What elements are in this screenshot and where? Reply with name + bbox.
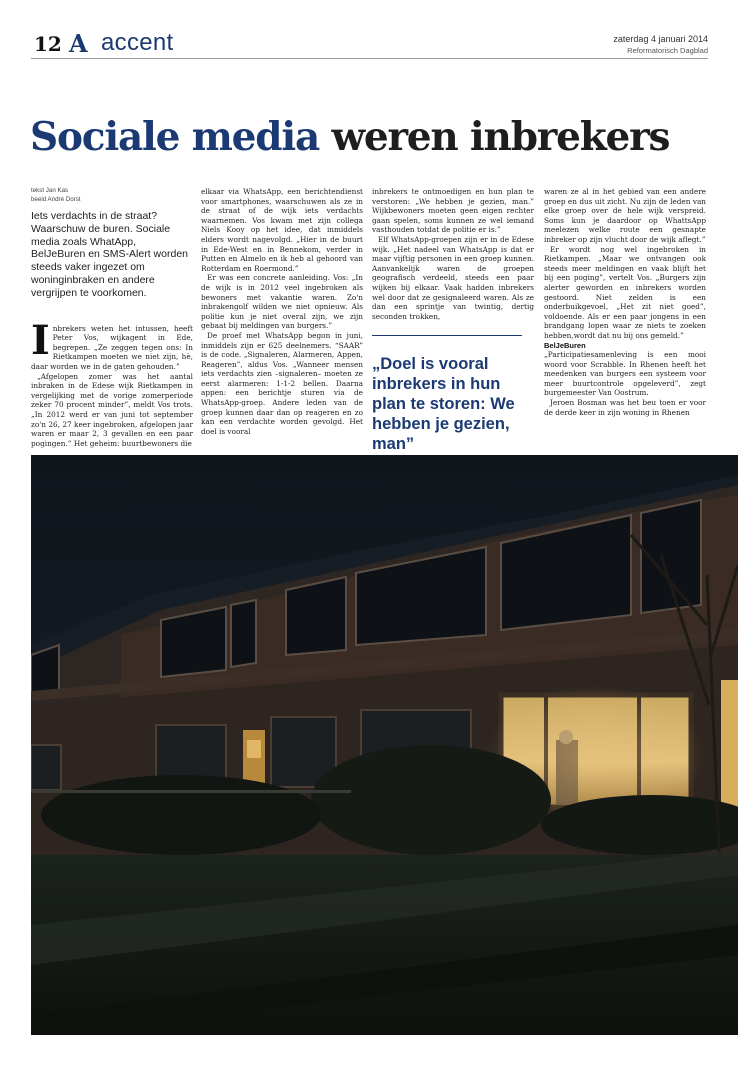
- header-divider: [31, 58, 708, 59]
- article-headline: [30, 112, 730, 162]
- article-column-4: [544, 187, 706, 417]
- body-paragraph: „Participatiesamenleving is een mooi woord voor Scrabble. In Rhenen heeft het meedenken van burgers een systeem voor meer buurtcontrole opgeleverd”, zegt burgemeester Van Oostrum.: [544, 350, 706, 398]
- pull-quote-divider: [372, 335, 522, 336]
- article-intro: Iets verdachts in de straat? Waarschuw de buren. Sociale media zoals WhatApp, BelJeBuren en SMS-Alert worden steeds vaker ingezet om woninginbraken en andere vergrijpen te voorkomen.: [31, 210, 188, 299]
- body-paragraph: Elf WhatsApp-groepen zijn er in de Edese wijk. „Het nadeel van WhatsApp is dat er maar vijftig personen in een groep kunnen. Aanvankelijk waren de groepen geografisch verdeeld, steeds een paar wijken bij elkaar. Vaak hadden inbrekers wel door dat ze gesignaleerd waren. Als ze dan een sprintje van twintig, dertig seconden trokken,: [372, 234, 534, 321]
- credit-photo: beeld André Dorst: [31, 195, 81, 203]
- body-paragraph: De proef met WhatsApp begon in juni, inmiddels zijn er 625 deelnemers. “SAAR” is de code. „Signaleren, Alarmeren, Appen, Reageren”, aldus Vos. „Wanneer mensen iets verdachts zien –signaleren– moeten ze eerst alarmeren: 1-1-2 bellen. Daarna appen: een berichtje sturen via de WhatsApp-groep. Andere leden van de groep kunnen daar dan op reageren en zo kan een verdachte worden gevolgd. Het doel is vooral: [201, 330, 363, 436]
- body-paragraph: inbrekers te ontmoedigen en hun plan te verstoren: „We hebben je gezien, man.” Wijkbewoners moeten geen eigen rechter gaan spelen, soms kunnen ze wel iemand vasthouden totdat de politie er is.”: [372, 187, 534, 235]
- section-title: accent: [101, 29, 174, 56]
- headline-part-1: Sociale media: [30, 114, 320, 160]
- section-logo: A: [69, 29, 88, 58]
- publication-date: zaterdag 4 januari 2014: [613, 34, 708, 44]
- pull-quote: „Doel is vooral inbrekers in hun plan te storen: We hebben je gezien, man”: [372, 355, 515, 454]
- body-paragraph: Er wordt nog wel ingebroken in Rietkampen. „Maar we ontvangen ook steeds meer meldingen en vaak blijft het bij een poging”, vertelt Vos. „Burgers zijn alerter geworden en inbrekers worden gestoord. Niet zelden is een onderbuikgevoel, „Het zit niet goed”, voldoende. Als er een paar jongens in een brandgang lopen waar ze niets te zoeken hebben,wordt dat nu bij ons gemeld.”: [544, 244, 706, 340]
- article-credits: [31, 187, 193, 204]
- body-paragraph: „Afgelopen zomer was het aantal inbraken in de Edese wijk Rietkampen in vergelijking met de vorige zomerperiode zeker 70 procent minder”, meldt Vos trots. „In 2012 werd er van juni tot september zo'n 26, 27 keer ingebroken, afgelopen jaar waren er maar 2, 3 gevallen en een paar pogingen.” Het geheim: buurtbewoners die: [31, 371, 193, 448]
- headline-part-2: weren inbrekers: [331, 114, 670, 160]
- article-column-2: [201, 187, 363, 436]
- page-header: [31, 29, 708, 59]
- page-number: 12: [34, 32, 62, 56]
- newspaper-name: Reformatorisch Dagblad: [627, 46, 708, 55]
- body-paragraph: Inbrekers weten het intussen, heeft Peter Vos, wijkagent in Ede, begrepen. „Ze zeggen tegen ons: In Rietkampen moeten we niet zijn, hè, daar worden we in de gaten gehouden.”: [31, 316, 193, 371]
- credit-text: tekst Jan Kas: [31, 187, 69, 194]
- body-paragraph: Jeroen Bosman was het beu toen er voor de derde keer in zijn woning in Rhenen: [544, 398, 706, 417]
- body-paragraph: Er was een concrete aanleiding. Vos: „In de wijk is in 2012 veel ingebroken als bewoners met vakantie waren. Zo'n inbrakengolf wilden we niet opnieuw. Als politie kun je niet overal zijn, we zijn gebaat bij meldingen van burgers.”: [201, 273, 363, 331]
- drop-cap: I: [31, 316, 50, 364]
- night-houses-photo: [31, 455, 738, 1035]
- subheading: BelJeBuren: [544, 340, 586, 350]
- article-column-1: [31, 187, 193, 448]
- body-paragraph: elkaar via WhatsApp, een berichtendienst voor smartphones, waarschuwen als ze in de straat of de wijk iets verdachts waarnemen. Vos kwam met zijn collega Niels Kooy op het idee, dat inmiddels elders wordt nagevolgd. „Hier in de buurt in Ede-West en in Bennekom, verder in Putten en Almelo en ik heb al gehoord van Rotterdam en Roermond.”: [201, 187, 363, 273]
- article-photo: [31, 455, 738, 1035]
- body-paragraph: waren ze al in het gebied van een andere groep en dus uit zicht. Nu zijn de leden van elke groep over de hele wijk verspreid. Soms kun je daardoor op WhattsApp meelezen welke route een gesnapte inbreker op zijn vlucht door de wijk aflegt.”: [544, 187, 706, 244]
- article-column-3: [372, 187, 534, 454]
